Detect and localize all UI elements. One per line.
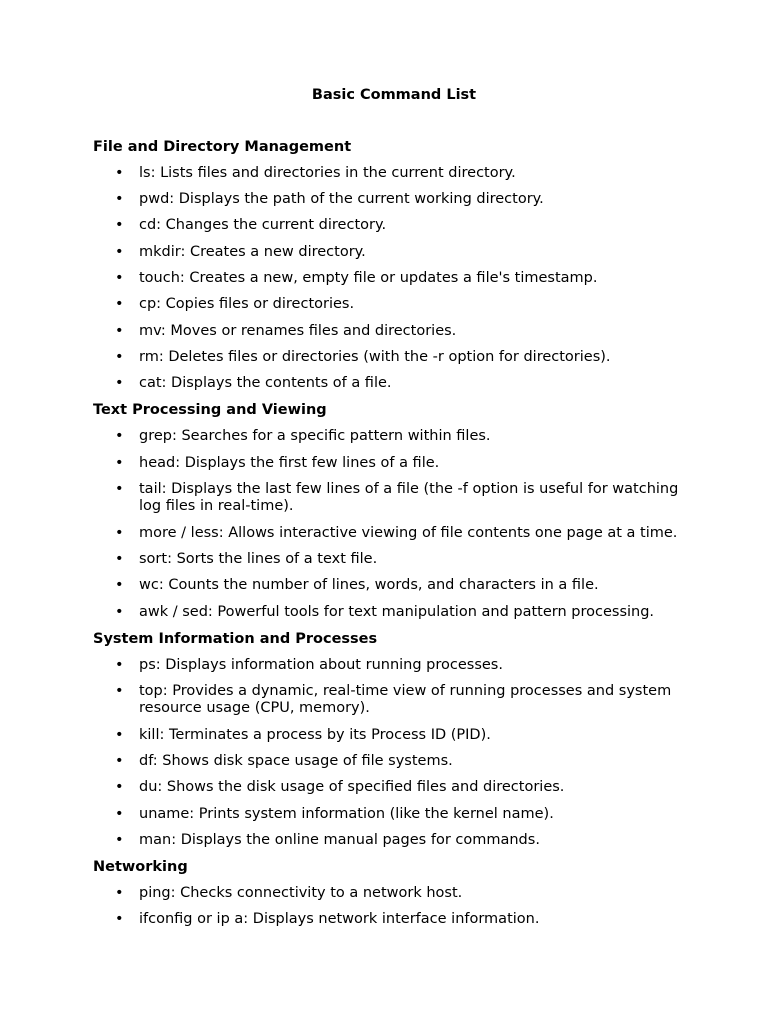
sections-container [93,138,683,929]
bullet-icon: • [115,243,124,260]
bullet-icon: • [115,682,124,699]
list-item-text: mv: Moves or renames files and directories. [139,322,457,339]
section [93,858,683,929]
list-item [93,683,683,718]
list-item [93,657,683,675]
bullet-icon: • [115,296,124,313]
list-item [93,577,683,595]
bullet-icon: • [115,831,124,848]
list-item-text: ping: Checks connectivity to a network host. [139,885,463,902]
list-item-text: kill: Terminates a process by its Process ID (PID). [139,726,491,743]
list-item-text: sort: Sorts the lines of a text file. [139,550,378,567]
list-item [93,806,683,824]
list-item-text: pwd: Displays the path of the current working directory. [139,191,544,208]
command-list [93,885,683,929]
list-item [93,525,683,543]
list-item [93,296,683,314]
section-heading: Text Processing and Viewing [93,402,327,419]
list-item [93,885,683,903]
list-item-text: man: Displays the online manual pages for commands. [139,831,540,848]
bullet-icon: • [115,885,124,902]
list-item-text: mkdir: Creates a new directory. [139,243,366,260]
list-item-text: tail: Displays the last few lines of a file (the -f option is useful for watching log files in real-time). [139,480,679,515]
document-page [93,86,683,929]
bullet-icon: • [115,911,124,928]
bullet-icon: • [115,753,124,770]
list-item [93,270,683,288]
bullet-icon: • [115,577,124,594]
bullet-icon: • [115,550,124,567]
list-item [93,244,683,262]
list-item-text: top: Provides a dynamic, real-time view of running processes and system resource usage (CPU, memory). [139,682,672,717]
list-item [93,349,683,367]
bullet-icon: • [115,779,124,796]
bullet-icon: • [115,603,124,620]
bullet-icon: • [115,524,124,541]
list-item [93,191,683,209]
bullet-icon: • [115,375,124,392]
list-item-text: wc: Counts the number of lines, words, and characters in a file. [139,577,599,594]
list-item-text: cd: Changes the current directory. [139,217,387,234]
bullet-icon: • [115,164,124,181]
list-item [93,481,683,516]
list-item [93,165,683,183]
bullet-icon: • [115,269,124,286]
list-item-text: cp: Copies files or directories. [139,296,355,313]
bullet-icon: • [115,805,124,822]
bullet-icon: • [115,656,124,673]
section [93,138,683,393]
list-item [93,779,683,797]
list-item [93,727,683,745]
section-heading: Networking [93,859,188,876]
bullet-icon: • [115,726,124,743]
list-item [93,455,683,473]
list-item-text: cat: Displays the contents of a file. [139,375,392,392]
bullet-icon: • [115,480,124,497]
list-item [93,753,683,771]
command-list [93,657,683,850]
list-item-text: ls: Lists files and directories in the current directory. [139,164,516,181]
command-list [93,428,683,621]
list-item-text: ps: Displays information about running processes. [139,656,503,673]
list-item-text: du: Shows the disk usage of specified files and directories. [139,779,565,796]
bullet-icon: • [115,348,124,365]
list-item-text: head: Displays the first few lines of a file. [139,454,440,471]
list-item-text: df: Shows disk space usage of file systems. [139,753,453,770]
list-item [93,375,683,393]
list-item-text: uname: Prints system information (like the kernel name). [139,805,554,822]
bullet-icon: • [115,217,124,234]
list-item-text: awk / sed: Powerful tools for text manipulation and pattern processing. [139,603,655,620]
command-list [93,165,683,393]
list-item [93,604,683,622]
list-item [93,323,683,341]
section [93,401,683,621]
list-item [93,832,683,850]
section-heading: System Information and Processes [93,630,378,647]
bullet-icon: • [115,191,124,208]
bullet-icon: • [115,428,124,445]
bullet-icon: • [115,454,124,471]
list-item-text: touch: Creates a new, empty file or updates a file's timestamp. [139,269,598,286]
bullet-icon: • [115,322,124,339]
list-item [93,911,683,929]
list-item-text: more / less: Allows interactive viewing of file contents one page at a time. [139,524,678,541]
list-item-text: ifconfig or ip a: Displays network interface information. [139,911,540,928]
document-title: Basic Command List [311,87,477,103]
list-item-text: grep: Searches for a specific pattern within files. [139,428,491,445]
list-item-text: rm: Deletes files or directories (with the -r option for directories). [139,348,611,365]
section-heading: File and Directory Management [93,139,352,155]
section [93,630,683,850]
list-item [93,551,683,569]
list-item [93,428,683,446]
list-item [93,217,683,235]
